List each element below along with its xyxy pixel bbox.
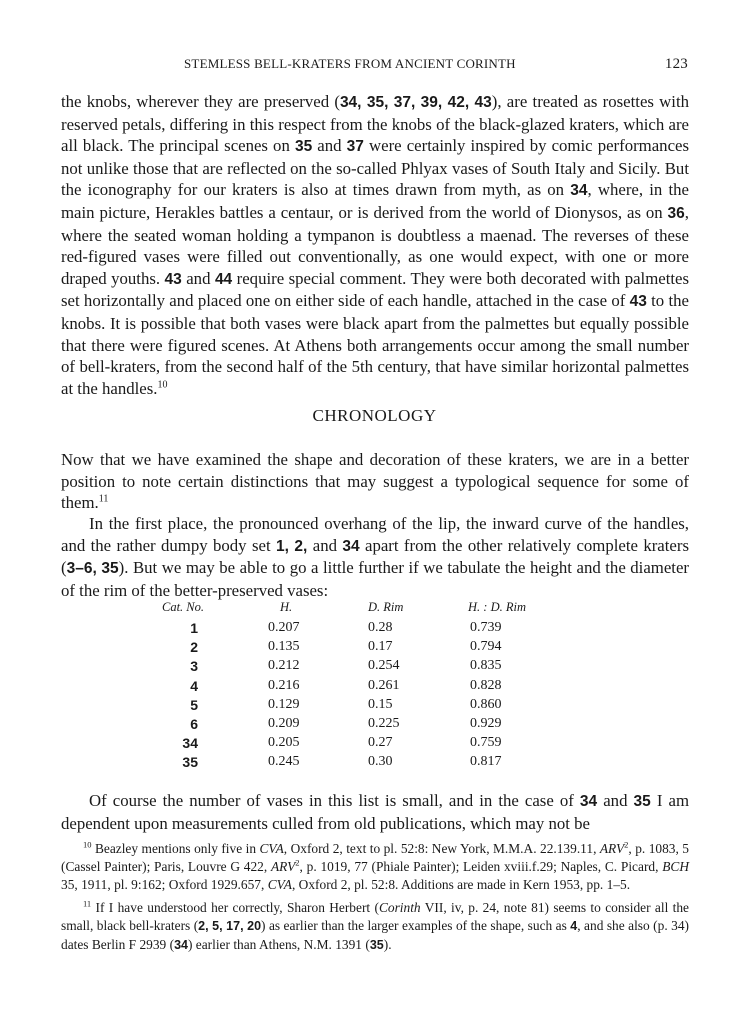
measurements-table [150,600,570,774]
height-cell: 0.205 [268,735,300,751]
cat-no-cell: 34 [182,735,198,752]
table-row [150,639,570,658]
ratio-cell: 0.817 [470,754,502,770]
height-cell: 0.216 [268,677,300,693]
cat-no-cell: 35 [182,754,198,771]
rim-cell: 0.27 [368,735,393,751]
table-row [150,754,570,773]
table-row [150,658,570,677]
ratio-cell: 0.860 [470,696,502,712]
paragraph-intro: Now that we have examined the shape and decoration of these kraters, we are in a better position to note certain distinctions that may suggest a typological sequence for some of them.$^{11}$ [61,450,689,513]
cat-no-cell: 3 [190,658,198,675]
cat-no-cell: 2 [190,639,198,656]
footnote-10: $^{10}$ Beazley mentions only five in CVA, Oxford 2, text to pl. 52:8: New York, M.M.A. 22.139.11, ARV$^2$, p. 1083, 5 (Cassel Painter); Paris, Louvre G 422, ARV$^2$, p. 1019, 77 (Phiale Painter); Leiden xviii.f.29; Naples, C. Picard, BCH 35, 1911, pl. 9:162; Oxford 1929.657, CVA, Oxford 2, pl. 52:8. Additions are made in Kern 1953, pp. 1–5. [61,839,690,892]
rim-cell: 0.15 [368,696,393,712]
height-cell: 0.129 [268,696,300,712]
ratio-cell: 0.835 [470,658,502,674]
header-height: H. [280,600,293,614]
footnote-11: $^{11}$ If I have understood her correctly, Sharon Herbert (Corinth VII, iv, p. 24, note 81) seems to consider all the small, black bell-kraters (2, 5, 17, 20) as earlier than the larger examples of the shape, such as 4, and she also (p. 34) dates Berlin F 2939 (34) earlier than Athens, N.M. 1391 (35). [61,898,689,952]
table-row [150,716,570,735]
height-cell: 0.212 [268,658,300,674]
footnote-ref-10: 10 [157,379,168,391]
cat-no-cell: 6 [190,715,198,732]
running-head [0,56,749,78]
rim-cell: 0.28 [368,620,393,635]
paragraph-knobs: the knobs, wherever they are preserved (34, 35, 37, 39, 42, 43), are treated as rosettes with reserved petals, differing in this respect from the knobs of the black-glazed kraters, which are all black. The principal scenes on 35 and 37 were certainly inspired by comic performances not unlike those that are reflected on the so-called Phlyax vases of South Italy and Sicily. But the iconography for our kraters is also at times drawn from myth, as on 34, where, in the main picture, Herakles battles a centaur, or is derived from the world of Dionysos, as on 36, where the seated woman holding a tympanon is doubtless a maenad. The reverses of these red-figured vases were filled out conventionally, as one would expect, with one or more draped youths. 43 and 44 require special comment. They were both decorated with palmettes set horizontally and placed one on either side of each handle, attached in the case of 43 to the knobs. It is possible that both vases were black apart from the palmettes but equally possible that there were figured scenes. At Athens both arrangements occur among the small number of bell-kraters, from the second half of the 5th century, that have similar horizontal palmettes at the handles.$^{10}$ [61,92,690,398]
table-header-row [150,600,570,620]
section-heading: CHRONOLOGY [312,406,437,425]
header-ratio: H. : D. Rim [468,600,526,614]
header-cat-no: Cat. No. [162,600,205,614]
paragraph-first-place: In the first place, the pronounced overhang of the lip, the inward curve of the handles, and the rather dumpy body set 1, 2, and 34 apart from the other relatively complete kraters (3–6, 35). But we may be able to go a little further if we tabulate the height and the diameter of the rim of the better-preserved vases: [61,514,689,600]
table-row [150,735,570,754]
cat-no-cell: 5 [190,696,198,713]
table-row [150,697,570,716]
cat-no-cell: 4 [190,677,198,694]
footnotes [61,840,689,961]
ratio-cell: 0.739 [470,620,502,635]
rim-cell: 0.225 [368,715,400,731]
ratio-cell: 0.929 [470,715,502,731]
rim-cell: 0.17 [368,639,393,655]
ratio-cell: 0.794 [470,639,502,655]
footnote-ref-11: 11 [98,493,109,505]
ratio-cell: 0.759 [470,735,502,751]
paragraph-of-course: Of course the number of vases in this list is small, and in the case of 34 and 35 I am dependent upon measurements culled from old publications, which may not be [61,791,690,833]
header-rim-diameter: D. Rim [368,600,404,614]
rim-cell: 0.30 [368,754,393,770]
page-number: 123 [664,56,688,72]
cat-no-cell: 1 [190,620,198,636]
height-cell: 0.209 [268,715,300,731]
height-cell: 0.207 [268,620,300,635]
height-cell: 0.245 [268,754,300,770]
running-head-title: STEMLESS BELL-KRATERS FROM ANCIENT CORINTH [184,56,516,71]
height-cell: 0.135 [268,639,300,655]
rim-cell: 0.254 [368,658,400,674]
ratio-cell: 0.828 [470,677,502,693]
table-row [150,620,570,639]
table-row [150,678,570,697]
rim-cell: 0.261 [368,677,400,693]
